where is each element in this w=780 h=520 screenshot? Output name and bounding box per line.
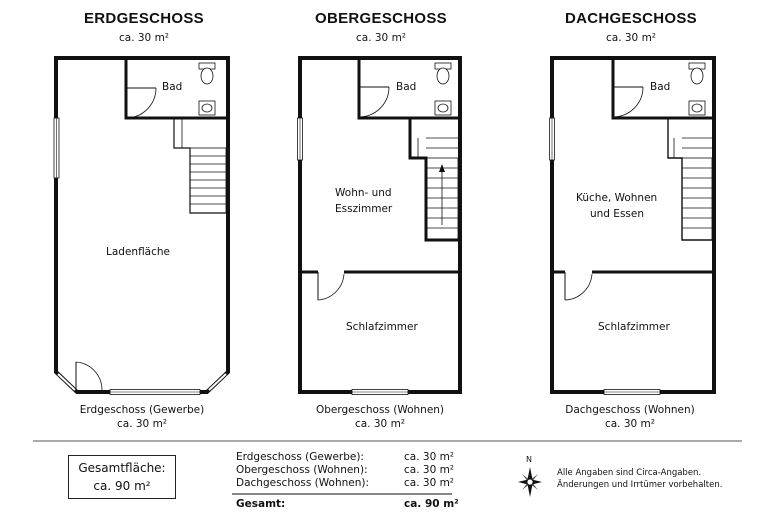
total-area-box xyxy=(68,455,176,499)
summary-total-label: Gesamt: xyxy=(236,498,286,510)
staircase xyxy=(668,118,714,240)
summary-row-value: ca. 30 m² xyxy=(404,451,455,463)
caption-name: Dachgeschoss (Wohnen) xyxy=(565,404,695,416)
room-label-wohnzimmer: Wohn- und xyxy=(335,187,392,199)
toilet-icon xyxy=(435,63,451,84)
caption-dachgeschoss xyxy=(565,403,694,431)
toilet-icon xyxy=(689,63,705,84)
floor-title-obergeschoss: OBERGESCHOSS xyxy=(315,10,447,27)
caption-area: ca. 30 m² xyxy=(604,418,656,430)
caption-area: ca. 30 m² xyxy=(354,418,406,430)
caption-name: Erdgeschoss (Gewerbe) xyxy=(79,404,205,416)
sink-icon xyxy=(199,101,215,115)
compass-north-label: N xyxy=(526,455,532,464)
summary-row-label: Erdgeschoss (Gewerbe): xyxy=(236,451,364,463)
floor-title-dachgeschoss: DACHGESCHOSS xyxy=(565,10,697,27)
floor-title-erdgeschoss: ERDGESCHOSS xyxy=(84,10,204,27)
plan-dachgeschoss xyxy=(550,58,715,395)
room-label-essen: und Essen xyxy=(590,208,645,220)
floor-area-erdgeschoss: ca. 30 m² xyxy=(118,32,170,44)
summary-row-value: ca. 30 m² xyxy=(404,464,455,476)
staircase xyxy=(410,118,460,240)
disclaimer-line-1: Alle Angaben sind Circa-Angaben. xyxy=(557,468,702,478)
room-label-ladenflaeche: Ladenfläche xyxy=(106,246,170,258)
disclaimer-line-2: Änderungen und Irrtümer vorbehalten. xyxy=(557,480,723,490)
caption-name: Obergeschoss (Wohnen) xyxy=(315,404,445,416)
sink-icon xyxy=(435,101,451,115)
compass-icon xyxy=(518,467,542,497)
room-label-kueche-wohnen: Küche, Wohnen xyxy=(576,192,658,204)
plan-erdgeschoss xyxy=(54,58,228,395)
floor-area-obergeschoss: ca. 30 m² xyxy=(355,32,407,44)
plan-obergeschoss xyxy=(298,58,461,395)
room-label-esszimmer: Esszimmer xyxy=(335,203,393,215)
summary-row-label: Dachgeschoss (Wohnen): xyxy=(236,477,370,489)
room-label-bad: Bad xyxy=(650,81,671,93)
floor-area-dachgeschoss: ca. 30 m² xyxy=(605,32,657,44)
caption-obergeschoss xyxy=(316,403,444,431)
room-label-bad: Bad xyxy=(396,81,417,93)
summary-row-value: ca. 30 m² xyxy=(404,477,455,489)
toilet-icon xyxy=(199,63,215,84)
room-label-bad: Bad xyxy=(162,81,183,93)
total-area-value: ca. 90 m² xyxy=(93,479,151,493)
total-area-label: Gesamtfläche: xyxy=(78,461,166,475)
summary-total-value: ca. 90 m² xyxy=(404,498,459,510)
caption-erdgeschoss xyxy=(80,403,204,431)
summary-row-label: Obergeschoss (Wohnen): xyxy=(236,464,368,476)
room-label-schlafzimmer: Schlafzimmer xyxy=(346,321,418,333)
sink-icon xyxy=(689,101,705,115)
staircase xyxy=(174,118,228,213)
room-label-schlafzimmer: Schlafzimmer xyxy=(598,321,670,333)
caption-area: ca. 30 m² xyxy=(116,418,168,430)
